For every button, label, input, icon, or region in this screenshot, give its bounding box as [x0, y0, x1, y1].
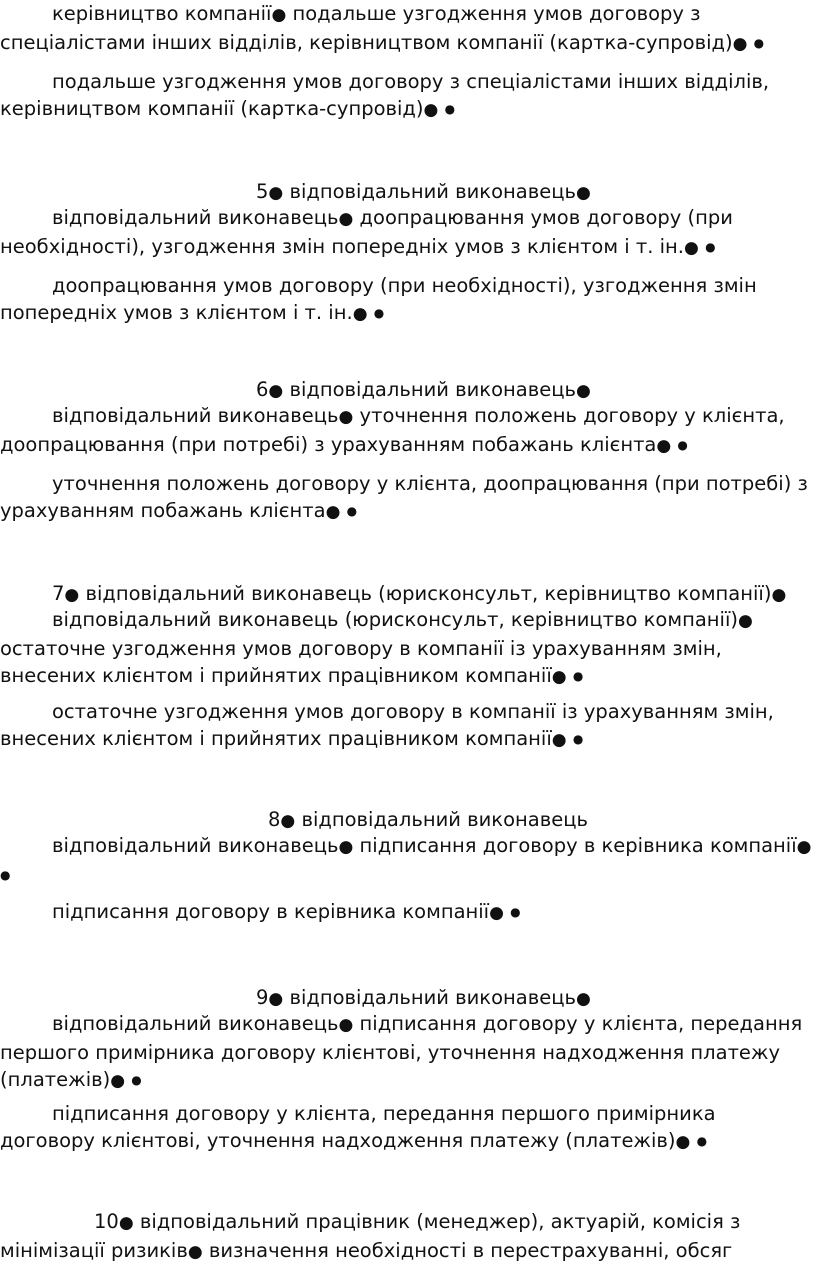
paragraph: відповідальний виконавець● уточнення положень договору у клієнта, доопрацювання (при потребі) з урахуванням побажань клієнта● ● — [0, 404, 785, 456]
paragraph: 10● відповідальний працівник (менеджер), актуарій, комісія з мінімізації ризиків● визначення необхідності в перестрахуванні, обсяг — [0, 1210, 741, 1262]
paragraph: керівництво компанії● подальше узгодження умов договору з спеціалістами інших відділів, керівництвом компанії (картка-супровід)● ● — [0, 2, 765, 54]
paragraph: остаточне узгодження умов договору в компанії із урахуванням змін, внесених клієнтом і прийнятих працівником компанії● ● — [0, 700, 774, 750]
step-heading: 7● відповідальний виконавець (юрисконсульт, керівництво компанії)● — [52, 582, 787, 605]
step-heading: 5● відповідальний виконавець● — [256, 180, 591, 203]
step-heading: 6● відповідальний виконавець● — [256, 378, 591, 401]
paragraph: відповідальний виконавець● підписання договору у клієнта, передання першого примірника договору клієнтові, уточнення надходження платежу (платежів)● ● — [0, 1012, 803, 1091]
paragraph: підписання договору в керівника компанії● ● — [52, 900, 521, 923]
paragraph: відповідальний виконавець● підписання договору в керівника компанії● ● — [0, 834, 812, 882]
paragraph: подальше узгодження умов договору з спеціалістами інших відділів, керівництвом компанії (картка-супровід)● ● — [0, 70, 770, 120]
paragraph: відповідальний виконавець● доопрацювання умов договору (при необхідності), узгодження змін попередніх умов з клієнтом і т. ін.● ● — [0, 206, 733, 258]
paragraph: підписання договору у клієнта, передання першого примірника договору клієнтові, уточнення надходження платежу (платежів)● ● — [0, 1102, 716, 1152]
paragraph: доопрацювання умов договору (при необхідності), узгодження змін попередніх умов з клієнтом і т. ін.● ● — [0, 274, 757, 324]
paragraph: уточнення положень договору у клієнта, доопрацювання (при потребі) з урахуванням побажань клієнта● ● — [0, 472, 808, 522]
step-heading: 9● відповідальний виконавець● — [256, 986, 591, 1009]
paragraph: відповідальний виконавець (юрисконсульт, керівництво компанії)● остаточне узгодження умов договору в компанії із урахуванням змін, внесених клієнтом і прийнятих працівником компанії● ● — [0, 608, 753, 687]
step-heading: 8● відповідальний виконавець — [268, 808, 588, 831]
